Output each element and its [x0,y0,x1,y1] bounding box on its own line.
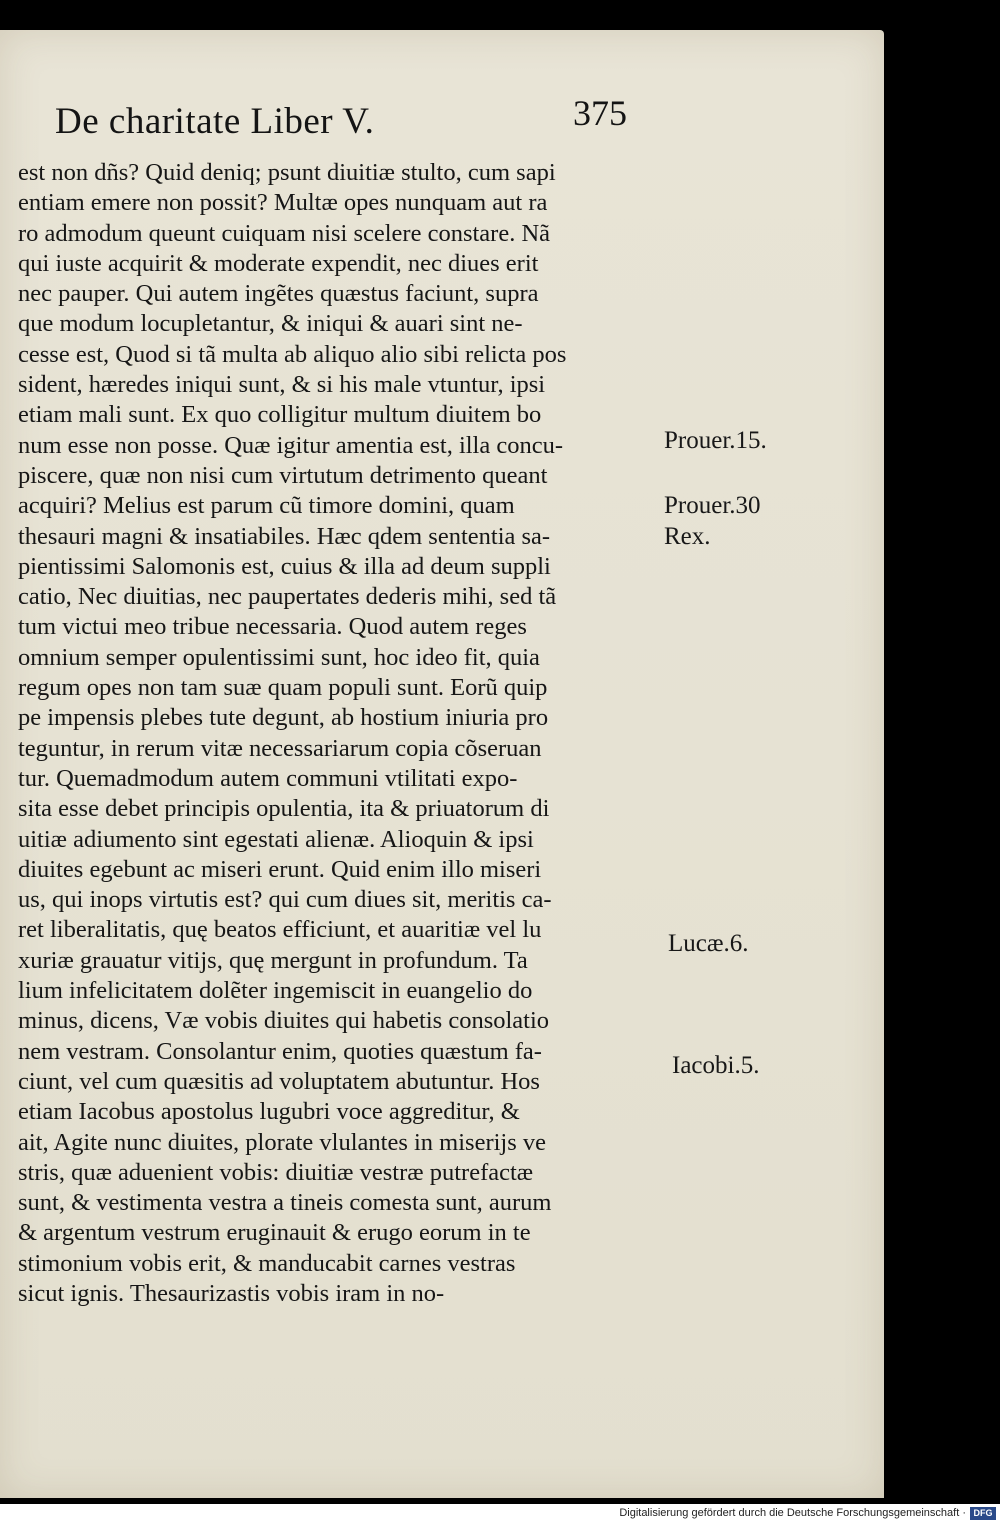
scanned-page [0,30,884,1498]
text-line: diuites egebunt ac miseri erunt. Quid enim illo miseri [18,855,542,883]
header-title: De charitate Liber V. [55,101,375,142]
footer-bar [0,1504,1000,1524]
funding-credit: Digitalisierung gefördert durch die Deutsche Forschungsgemeinschaft · [619,1507,966,1519]
text-line: est non dñs? Quid deniq; psunt diuitiæ stulto, cum sapi [18,159,556,186]
text-line: teguntur, in rerum vitæ necessariarum copia cõseruan [18,734,542,762]
margin-note-lucae-6: Lucæ.6. [668,930,749,957]
text-line: stimonium vobis erit, & manducabit carnes vestras [18,1249,516,1277]
text-line: ciunt, vel cum quæsitis ad voluptatem abutuntur. Hos [18,1067,540,1095]
text-line: pientissimi Salomonis est, cuius & illa ad deum suppli [18,552,551,580]
text-line: qui iuste acquirit & moderate expendit, nec diues erit [18,249,539,277]
page-number: 375 [573,93,627,133]
text-line: nec pauper. Qui autem ingẽtes quæstus faciunt, supra [18,280,539,308]
text-line: piscere, quæ non nisi cum virtutum detrimento queant [18,461,548,489]
text-line: & argentum vestrum eruginauit & erugo eorum in te [18,1219,531,1247]
text-line: lium infelicitatem dolẽter ingemiscit in euangelio do [18,977,533,1005]
running-header [55,93,655,150]
text-line: num esse non posse. Quæ igitur amentia est, illa concu- [18,431,564,459]
text-line: us, qui inops virtutis est? qui cum diues sit, meritis ca- [18,886,552,914]
body-text [18,158,663,1309]
text-line: ret liberalitatis, quę beatos efficiunt, et auaritiæ vel lu [18,916,542,944]
dfg-logo-icon: DFG [970,1507,996,1520]
text-line: omnium semper opulentissimi sunt, hoc ideo fit, quia [18,643,540,671]
text-line: ait, Agite nunc diuites, plorate vlulantes in miserijs ve [18,1128,547,1156]
text-line: cesse est, Quod si tã multa ab aliquo alio sibi relicta pos [18,340,567,368]
text-line: que modum locupletantur, & iniqui & auari sint ne- [18,310,523,338]
margin-note-rex: Rex. [664,523,711,550]
text-line: acquiri? Melius est parum cũ timore domini, quam [18,492,515,520]
text-line: ro admodum queunt cuiquam nisi scelere constare. Nã [18,219,551,247]
text-line: thesauri magni & insatiabiles. Hæc qdem sententia sa- [18,522,551,550]
text-line: uitiæ adiumento sint egestati alienæ. Alioquin & ipsi [18,825,534,853]
text-line: etiam mali sunt. Ex quo colligitur multum diuitem bo [18,401,542,429]
margin-note-prouer-30: Prouer.30 [664,492,761,519]
text-line: sicut ignis. Thesaurizastis vobis iram in no- [18,1279,445,1307]
text-line: sunt, & vestimenta vestra a tineis comesta sunt, aurum [18,1189,552,1217]
text-line: etiam Iacobus apostolus lugubri voce aggreditur, & [18,1098,520,1126]
margin-note-prouer-15: Prouer.15. [664,427,767,454]
text-line: tur. Quemadmodum autem communi vtilitati expo- [18,764,518,792]
text-line: tum victui meo tribue necessaria. Quod autem reges [18,613,527,641]
text-line: sident, hæredes iniqui sunt, & si his male vtuntur, ipsi [18,371,546,399]
text-line: nem vestram. Consolantur enim, quoties quæstum fa- [18,1037,542,1065]
text-line: sita esse debet principis opulentia, ita & priuatorum di [18,795,550,823]
text-line: xuriæ grauatur vitijs, quę mergunt in profundum. Ta [18,946,528,974]
text-line: catio, Nec diuitias, nec paupertates dederis mihi, sed tã [18,583,557,611]
text-line: entiam emere non possit? Multæ opes nunquam aut ra [18,189,548,217]
text-line: stris, quæ aduenient vobis: diuitiæ vestræ putrefactæ [18,1158,534,1186]
text-line: pe impensis plebes tute degunt, ab hostium iniuria pro [18,704,549,732]
text-line: minus, dicens, Væ vobis diuites qui habetis consolatio [18,1007,550,1035]
text-line: regum opes non tam suæ quam populi sunt. Eorũ quip [18,674,548,702]
margin-note-iacobi-5: Iacobi.5. [672,1052,760,1079]
